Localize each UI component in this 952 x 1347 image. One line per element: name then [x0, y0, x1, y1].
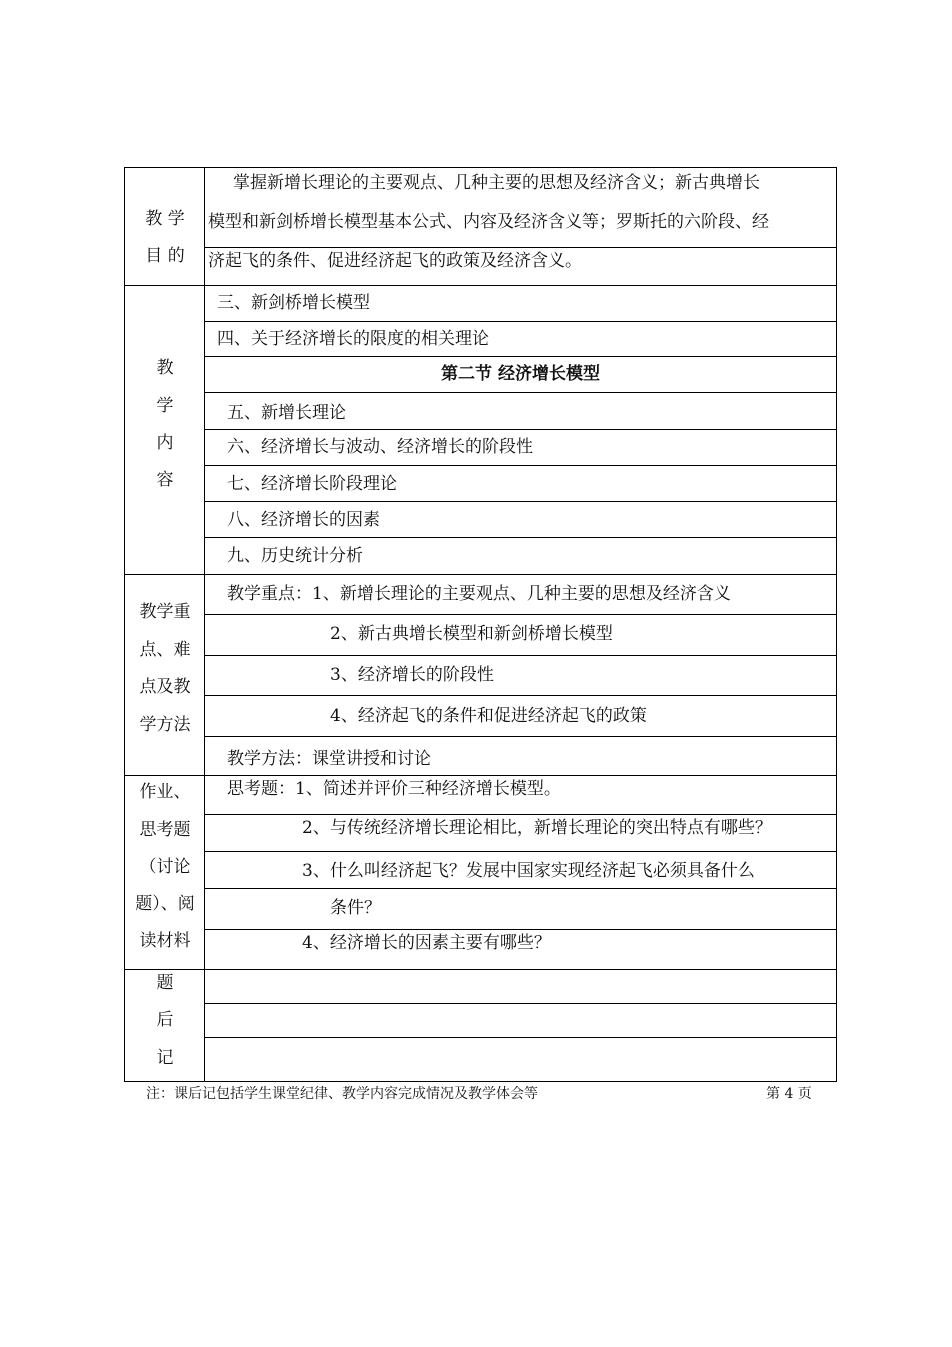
row-divider: [204, 736, 837, 737]
homework-item: 条件？: [330, 898, 381, 918]
section-divider: [124, 285, 837, 286]
row-divider: [204, 321, 837, 322]
keypoint-item: 4、经济起飞的条件和促进经济起飞的政策: [330, 706, 647, 726]
content-label: 内: [156, 433, 174, 453]
row-divider: [204, 695, 837, 696]
homework-item: 4、经济增长的因素主要有哪些？: [302, 933, 551, 953]
row-divider: [204, 501, 837, 502]
keypoints-label: 点及教: [139, 677, 191, 697]
row-divider: [204, 851, 837, 852]
keypoints-label: 教学重: [139, 602, 191, 622]
content-item: 三、新剑桥增长模型: [217, 293, 370, 313]
homework-label: 题）、阅: [135, 894, 195, 914]
section-heading: 第二节 经济增长模型: [441, 364, 600, 384]
row-divider: [204, 465, 837, 466]
content-item: 六、经济增长与波动、经济增长的阶段性: [227, 437, 533, 457]
section-divider: [124, 775, 837, 776]
keypoints-label: 点、难: [139, 640, 191, 660]
homework-item: 思考题：1、简述并评价三种经济增长模型。: [227, 779, 561, 799]
content-item: 五、新增长理论: [227, 403, 346, 423]
keypoint-item: 2、新古典增长模型和新剑桥增长模型: [330, 624, 613, 644]
content-label: 学: [156, 396, 174, 416]
section-divider: [124, 969, 837, 970]
column-divider: [204, 167, 205, 1082]
keypoints-label: 学方法: [139, 715, 191, 735]
section-divider: [124, 574, 837, 575]
row-divider: [204, 392, 837, 393]
row-divider: [204, 537, 837, 538]
keypoint-item: 3、经济增长的阶段性: [330, 665, 494, 685]
content-item: 九、历史统计分析: [227, 546, 363, 566]
afterclass-label: 后: [156, 1010, 174, 1030]
row-divider: [204, 247, 837, 248]
homework-item: 3、什么叫经济起飞？发展中国家实现经济起飞必须具备什么: [302, 861, 755, 881]
footer-note: 注：课后记包括学生课堂纪律、教学内容完成情况及教学体会等: [146, 1086, 538, 1102]
content-label: 教: [156, 358, 174, 378]
objectives-label: 教 学: [145, 209, 185, 229]
content-item: 四、关于经济增长的限度的相关理论: [217, 329, 489, 349]
homework-label: 作业、: [139, 782, 191, 802]
objectives-text: 掌握新增长理论的主要观点、几种主要的思想及经济含义；新古典增长: [233, 173, 760, 193]
teaching-method: 教学方法：课堂讲授和讨论: [227, 749, 431, 769]
homework-label: 思考题: [139, 820, 191, 840]
row-divider: [204, 655, 837, 656]
row-divider: [204, 888, 837, 889]
content-item: 七、经济增长阶段理论: [227, 474, 397, 494]
page-number: 第 4 页: [766, 1086, 812, 1102]
row-divider: [204, 429, 837, 430]
row-divider: [204, 929, 837, 930]
homework-label: 读材料: [139, 931, 191, 951]
objectives-label: 目 的: [145, 246, 185, 266]
objectives-text: 济起飞的条件、促进经济起飞的政策及经济含义。: [208, 251, 582, 271]
row-divider: [204, 356, 837, 357]
row-divider: [204, 614, 837, 615]
objectives-text: 模型和新剑桥增长模型基本公式、内容及经济含义等；罗斯托的六阶段、经: [208, 212, 769, 232]
keypoint-item: 教学重点：1、新增长理论的主要观点、几种主要的思想及经济含义: [227, 584, 731, 604]
content-label: 容: [156, 470, 174, 490]
afterclass-label: 记: [156, 1048, 174, 1068]
homework-item: 2、与传统经济增长理论相比，新增长理论的突出特点有哪些？: [302, 818, 772, 838]
row-divider: [204, 1037, 837, 1038]
content-item: 八、经济增长的因素: [227, 510, 380, 530]
row-divider: [204, 814, 837, 815]
homework-label: （讨论: [139, 857, 191, 877]
row-divider: [204, 1003, 837, 1004]
afterclass-label: 题: [156, 973, 174, 993]
